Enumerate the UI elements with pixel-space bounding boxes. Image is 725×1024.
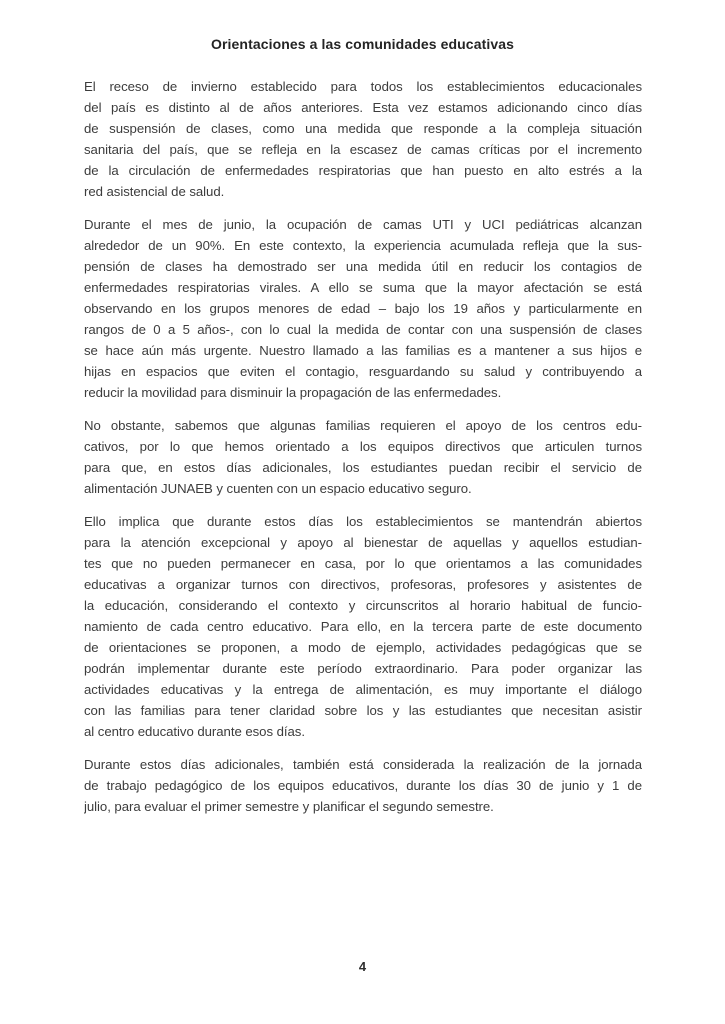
paragraph-line: rangos de 0 a 5 años-, con lo cual la medida de contar con una suspensión de clases [84, 322, 642, 337]
paragraph-line: con las familias para tener claridad sobre los y las estudiantes que necesitan asistir [84, 703, 642, 718]
paragraph-line: al centro educativo durante esos días. [84, 724, 305, 739]
paragraph [84, 754, 642, 817]
paragraph-line: reducir la movilidad para disminuir la propagación de las enfermedades. [84, 385, 502, 400]
paragraph-line: namiento de cada centro educativo. Para ello, en la tercera parte de este documento [84, 619, 642, 634]
paragraph-line: se hace aún más urgente. Nuestro llamado a las familias es a mantener a sus hijos e [84, 343, 642, 358]
paragraph-line: cativos, por lo que hemos orientado a los equipos directivos que articulen turnos [84, 439, 642, 454]
paragraph-line: No obstante, sabemos que algunas familias requieren el apoyo de los centros edu- [84, 418, 642, 433]
page-header-title: Orientaciones a las comunidades educativas [211, 36, 514, 52]
paragraph-line: tes que no pueden permanecer en casa, por lo que orientamos a las comunidades [84, 556, 642, 571]
paragraph [84, 76, 642, 202]
paragraph-line: podrán implementar durante este período extraordinario. Para poder organizar las [84, 661, 642, 676]
paragraph-line: Durante el mes de junio, la ocupación de camas UTI y UCI pediátricas alcanzan [84, 217, 642, 232]
paragraph-line: Ello implica que durante estos días los establecimientos se mantendrán abiertos [84, 514, 642, 529]
paragraph-line: de trabajo pedagógico de los equipos educativos, durante los días 30 de junio y 1 de [84, 778, 642, 793]
paragraph [84, 511, 642, 742]
paragraph-line: alrededor de un 90%. En este contexto, la experiencia acumulada refleja que la sus- [84, 238, 642, 253]
paragraph-line: red asistencial de salud. [84, 184, 225, 199]
paragraph-line: hijas en espacios que eviten el contagio, resguardando su salud y contribuyendo a [84, 364, 642, 379]
paragraph-line: para la atención excepcional y apoyo al bienestar de aquellas y aquellos estudian- [84, 535, 642, 550]
paragraph-line: la educación, considerando el contexto y circunscritos al horario habitual de funcio- [84, 598, 642, 613]
paragraph-line: pensión de clases ha demostrado ser una medida útil en reducir los contagios de [84, 259, 642, 274]
paragraph-line: julio, para evaluar el primer semestre y planificar el segundo semestre. [84, 799, 494, 814]
paragraph-line: alimentación JUNAEB y cuenten con un espacio educativo seguro. [84, 481, 472, 496]
paragraph-line: actividades educativas y la entrega de alimentación, es muy importante el diálogo [84, 682, 642, 697]
paragraph-line: para que, en estos días adicionales, los estudiantes puedan recibir el servicio de [84, 460, 642, 475]
paragraph-line: enfermedades respiratorias virales. A ello se suma que la mayor afectación se está [84, 280, 642, 295]
paragraph-line: educativas a organizar turnos con directivos, profesoras, profesores y asistentes de [84, 577, 642, 592]
page-number: 4 [358, 959, 367, 974]
paragraph-line: de orientaciones se proponen, a modo de ejemplo, actividades pedagógicas que se [84, 640, 642, 655]
paragraph-line: de la circulación de enfermedades respiratorias que han puesto en alto estrés a la [84, 163, 642, 178]
paragraph-line: de suspensión de clases, como una medida que responde a la compleja situación [84, 121, 642, 136]
document-body [84, 76, 642, 829]
paragraph-line: del país es distinto al de años anteriores. Esta vez estamos adicionando cinco días [84, 100, 642, 115]
paragraph-line: observando en los grupos menores de edad – bajo los 19 años y particularmente en [84, 301, 642, 316]
paragraph [84, 415, 642, 499]
paragraph-line: Durante estos días adicionales, también está considerada la realización de la jornada [84, 757, 642, 772]
paragraph [84, 214, 642, 403]
paragraph-line: El receso de invierno establecido para todos los establecimientos educacionales [84, 79, 642, 94]
paragraph-line: sanitaria del país, que se refleja en la escasez de camas críticas por el incremento [84, 142, 642, 157]
